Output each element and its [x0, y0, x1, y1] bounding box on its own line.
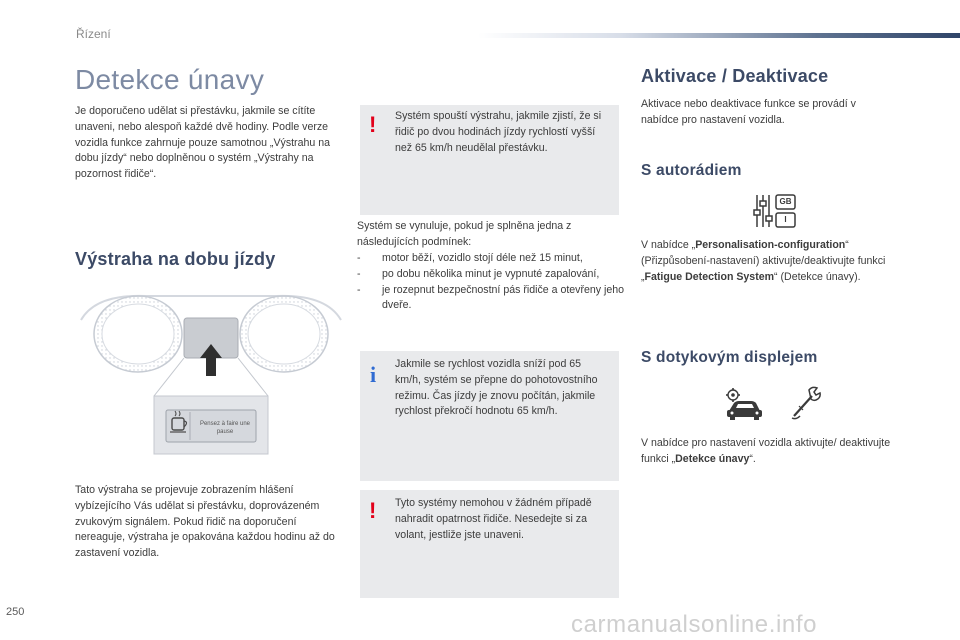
reset-condition: - je rozepnut bezpečnostní pás řidiče a otevřeny jeho dveře.: [357, 283, 625, 315]
intro-paragraph: Je doporučeno udělat si přestávku, jakmile se cítíte unaveni, nebo alespoň každé dvě hodiny. Podle verze vozidla funkce zahrnuje pouze samotnou „Výstrahu na dobu jízdy“ nebo doplněnou o systém „Výstrahy na pozornost řidiče“.: [75, 105, 330, 181]
function-name: Detekce únavy: [675, 452, 750, 465]
reset-intro: Systém se vynuluje, pokud je splněna jedna z následujících podmínek:: [357, 220, 572, 248]
warning-note-box-2: [360, 490, 619, 598]
with-radio-heading: S autorádiem: [641, 162, 742, 179]
warning-exclamation-icon: !: [369, 112, 377, 137]
reset-condition: - po dobu několika minut je vypnuté zapalování,: [357, 267, 625, 283]
info-icon: i: [370, 362, 377, 387]
with-touchscreen-heading: S dotykovým displejem: [641, 349, 818, 366]
section-label: Řízení: [76, 27, 111, 41]
reset-condition: - motor běží, vozidlo stojí déle než 15 minut,: [357, 251, 625, 267]
warning-description: Tato výstraha se projevuje zobrazením hlášení vybízejícího Vás udělat si přestávku, doprovázeném zvukovým signálem. Pokud řidič na doporučení nereaguje, výstraha je opakována každou hodinu až do zastavení vozidla.: [75, 484, 335, 560]
function-name: Fatigue Detection System: [644, 270, 775, 283]
driving-time-warning-heading: Výstraha na dobu jízdy: [75, 249, 276, 269]
page-title: Detekce únavy: [75, 64, 265, 95]
warning-exclamation-icon: !: [369, 498, 377, 523]
menu-name: Personalisation-configuration: [695, 239, 846, 251]
info-note-box: [360, 351, 619, 481]
touchscreen-instructions: V nabídce pro nastavení vozidla aktivujte/ deaktivujte funkci „Detekce únavy“.: [641, 437, 891, 465]
activation-heading: Aktivace / Deaktivace: [641, 66, 829, 86]
warning-note-box-1: [360, 105, 619, 215]
vehicle-settings-icon: [724, 387, 764, 421]
page-number: 250: [6, 606, 25, 618]
dashboard-illustration: [76, 284, 346, 460]
radio-settings-icon: [752, 192, 798, 230]
language-gb-label: GB: [779, 197, 792, 206]
activation-intro: Aktivace nebo deaktivace funkce se provádí v nabídce pro nastavení vozidla.: [641, 98, 856, 126]
header-gradient-bar: [478, 33, 960, 38]
reset-conditions-list: [357, 251, 625, 314]
warning-note-2-text: Tyto systémy nemohou v žádném případě nahradit opatrnost řidiče. Nesedejte si za volant, jestliže jste unaveni.: [395, 497, 592, 541]
radio-instructions: V nabídce „Personalisation-configuration“ (Přizpůsobení-nastavení) aktivujte/deaktivujte funkci „Fatigue Detection System“ (Detekce únavy).: [641, 239, 886, 283]
watermark: carmanualsonline.info: [571, 611, 818, 638]
wrench-settings-icon: [790, 386, 822, 422]
language-i-label: I: [784, 215, 787, 224]
info-note-text: Jakmile se rychlost vozidla sníží pod 65 km/h, systém se přepne do pohotovostního režimu. Čas jízdy je znovu počítán, jakmile rychlost překročí hodnotu 65 km/h.: [395, 358, 598, 418]
dashboard-message: Pensez à faire une pause: [199, 421, 251, 435]
warning-note-1-text: Systém spouští výstrahu, jakmile zjistí, že si řidič po dvou hodinách jízdy rychlostí vyšší než 65 km/h neudělal přestávku.: [395, 110, 602, 154]
